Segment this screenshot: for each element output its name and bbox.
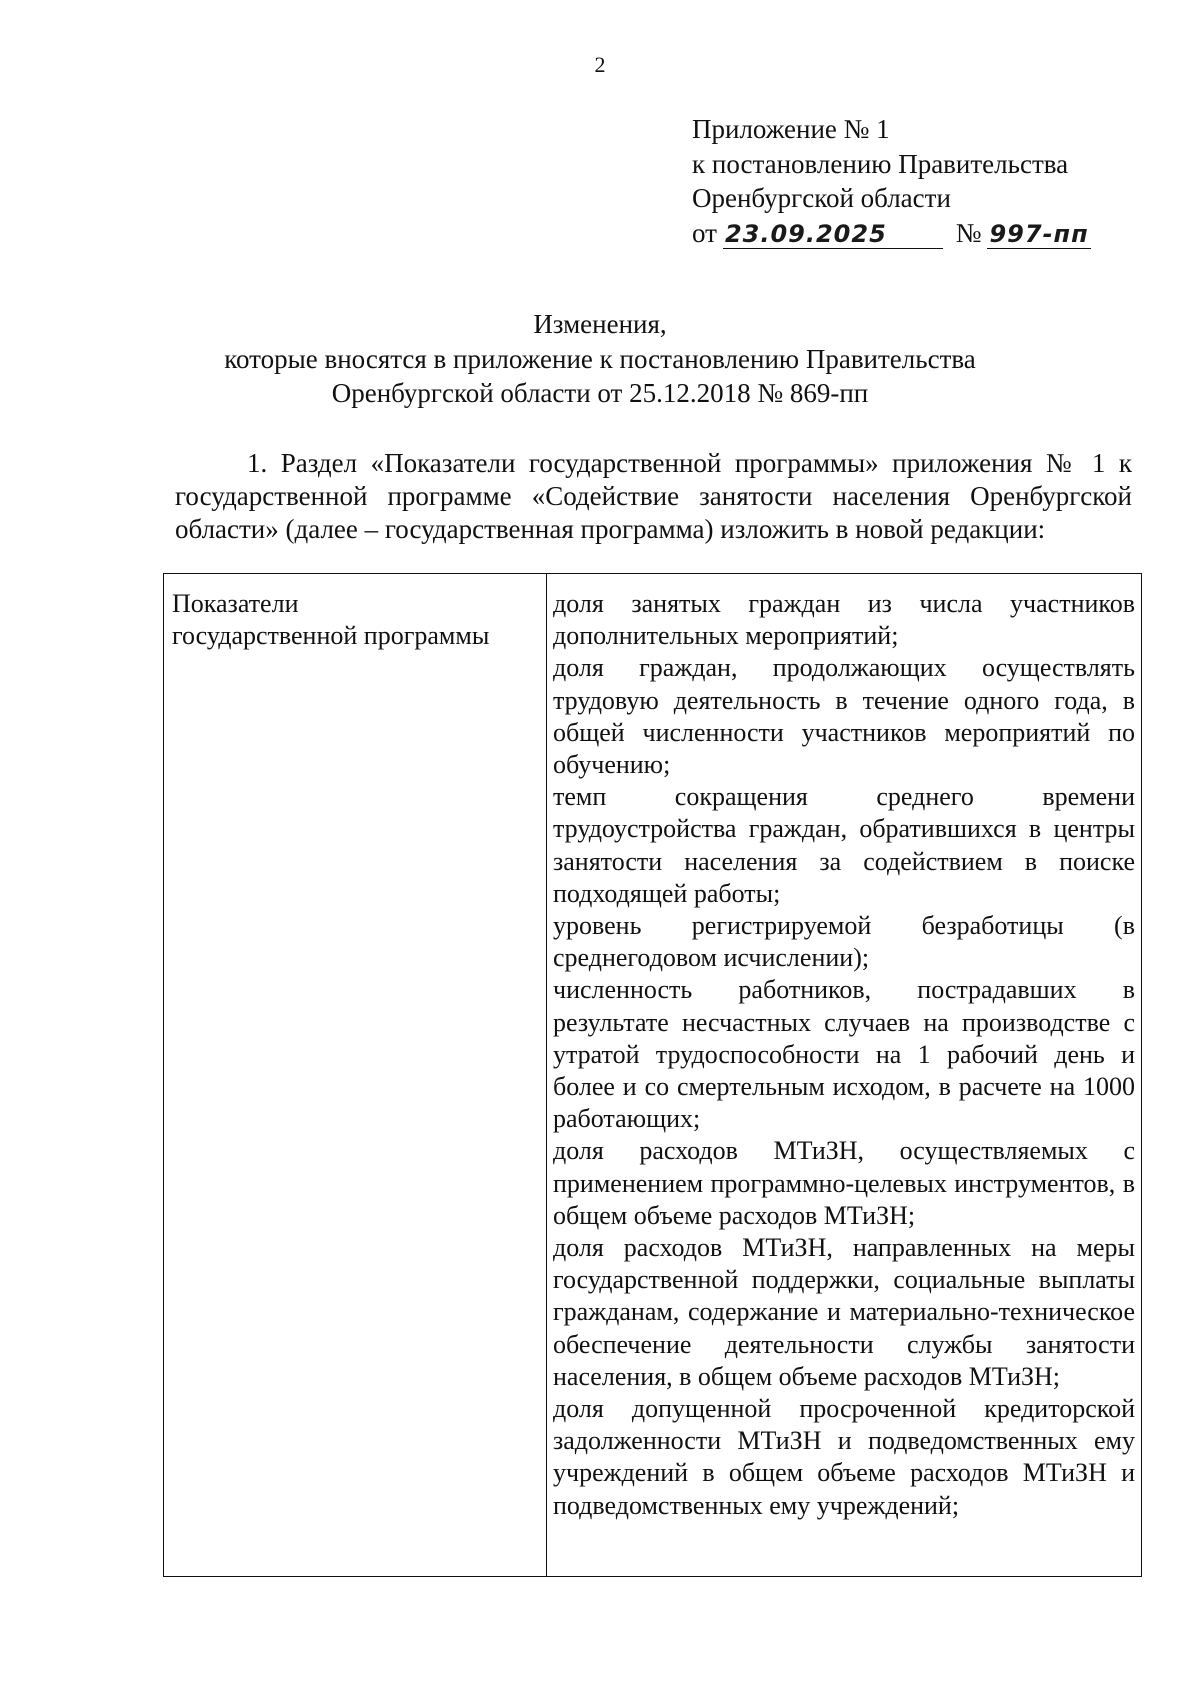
indicator-item: доля занятых граждан из числа участников дополнительных мероприятий; [553, 589, 1135, 651]
indicator-item: доля граждан, продолжающих осуществлять трудовую деятельность в течение одного года, в общей численности участников мероприятий по обучению; [553, 653, 1135, 780]
indicator-item: численность работников, пострадавших в результате несчастных случаев на производстве с утратой трудоспособности на 1 рабочий день и более и со смертельным исходом, в расчете на 1000 работающих; [553, 975, 1135, 1134]
handwritten-number: 997-пп [989, 219, 1089, 248]
title-line-2: которые вносятся в приложение к постановлению Правительства [224, 343, 976, 374]
indicators-table [163, 573, 1142, 1577]
handwritten-date: 23.09.2025 [724, 219, 887, 248]
indicator-item: доля расходов МТиЗН, направленных на меры государственной поддержки, социальные выплаты гражданам, содержание и материально-техническое обеспечение деятельности службы занятости населения, в общем объеме расходов МТиЗН; [553, 1233, 1135, 1391]
date-field [723, 219, 943, 249]
document-title [0, 307, 1200, 411]
appendix-line-2: к постановлению Правительства [692, 148, 1069, 179]
table-label-line-1: Показатели [172, 589, 299, 618]
indicator-item: уровень регистрируемой безработицы (в среднегодовом исчислении); [553, 911, 1135, 973]
date-prefix: от [692, 217, 717, 248]
appendix-line-3: Оренбургской области [692, 183, 951, 213]
intro-paragraph: 1. Раздел «Показатели государственной программы» приложения № 1 к государственной программе «Содействие занятости населения Оренбургской области» (далее – государственная программа) изложить в новой редакции: [175, 448, 1132, 544]
indicator-item: доля расходов МТиЗН, осуществляемых с применением программно-целевых инструментов, в общем объеме расходов МТиЗН; [553, 1136, 1135, 1230]
indicator-item: темп сокращения среднего времени трудоустройства граждан, обратившихся в центры занятости населения за содействием в поиске подходящей работы; [553, 782, 1135, 908]
appendix-line-1: Приложение № 1 [692, 114, 890, 144]
table-label [172, 588, 538, 652]
appendix-header [692, 112, 1091, 250]
table-label-cell [164, 574, 547, 1577]
table-row [164, 574, 1142, 1577]
indicator-item: доля допущенной просроченной кредиторской задолженности МТиЗН и подведомственных ему учреждений в общем объеме расходов МТиЗН и подведомственных ему учреждений; [553, 1394, 1135, 1520]
appendix-date-line [692, 216, 1091, 251]
title-line-3: Оренбургской области от 25.12.2018 № 869-пп [331, 378, 869, 408]
page-number: 2 [594, 52, 606, 77]
number-prefix: № [955, 217, 982, 248]
title-line-1: Изменения, [533, 309, 667, 339]
number-field [987, 219, 1090, 249]
table-label-line-2: государственной программы [172, 621, 490, 651]
table-indicators-cell [547, 574, 1142, 1577]
